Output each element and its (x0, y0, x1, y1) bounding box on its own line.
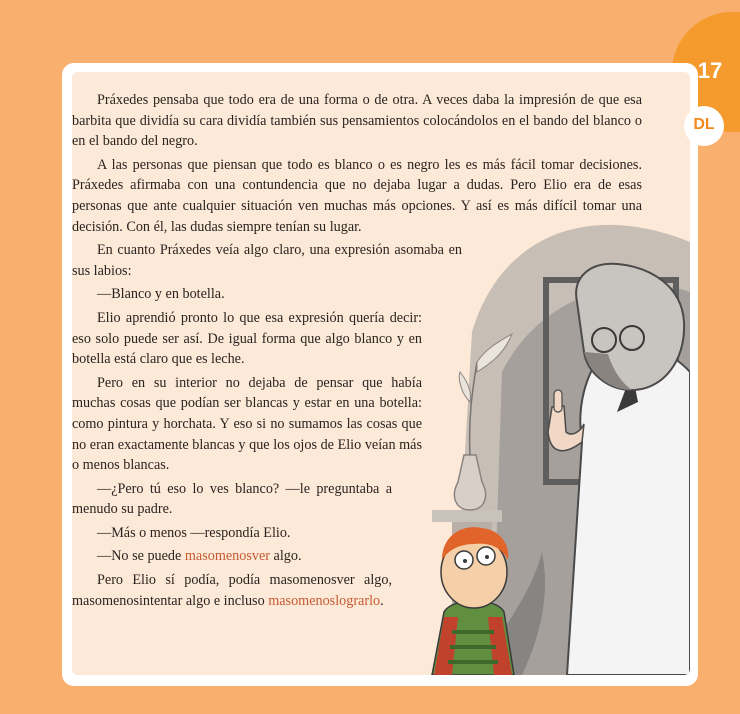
paragraph-9-end: algo. (269, 548, 302, 565)
paragraph-6: Pero en su interior no dejaba de pensar que había muchas cosas que podían ser blancas y estar en una botella: como pintura y horchata. Y eso si no sumamos las cosas que no eran exactamente blancas y que los ojos de Elio veían más o menos blancas. (72, 374, 422, 474)
paragraph-10-end: . (380, 592, 384, 609)
paragraph-7: —¿Pero tú eso lo ves blanco? —le preguntaba a menudo su padre. (72, 480, 392, 518)
paragraph-1: Práxedes pensaba que todo era de una forma o de otra. A veces daba la impresión de que esa barbita que dividía su cara dividía también sus pensamientos colocándolos en el bando del blanco o en el bando del negro. (72, 92, 642, 150)
paragraph-8: —Más o menos —respondía Elio. (97, 524, 291, 541)
story-text (72, 90, 642, 614)
paragraph-5: Elio aprendió pronto lo que esa expresión quería decir: eso solo puede ser así. De igual forma que algo blanco y en botella está claro que es leche. (72, 309, 422, 368)
paragraph-9 (72, 546, 392, 567)
paragraph-2: A las personas que piensan que todo es blanco o es negro les es más fácil tomar decisiones. Práxedes afirmaba con una contundencia que no dejaba lugar a dudas. Pero Elio era de esas personas que ante cualquier situación ven muchas más opciones. Y así es más difícil tomar una decisión. Con él, las dudas siempre tenían su lugar. (72, 156, 642, 235)
paragraph-10-start: Pero Elio sí podía, podía masomenosver algo, masomenosintentar algo e incluso (72, 572, 392, 609)
paragraph-4: —Blanco y en botella. (97, 286, 225, 303)
highlight-masomenoslograrlo: masomenoslograrlo (268, 592, 381, 609)
paragraph-9-start: —No se puede (97, 548, 185, 565)
dl-label: DL (693, 116, 715, 133)
paragraph-3: En cuanto Práxedes veía algo claro, una expresión asomaba en sus labios: (72, 242, 462, 279)
highlight-masomenosver: masomenosver (184, 548, 270, 565)
paragraph-10 (72, 570, 392, 611)
page-number: 17 (697, 58, 723, 83)
